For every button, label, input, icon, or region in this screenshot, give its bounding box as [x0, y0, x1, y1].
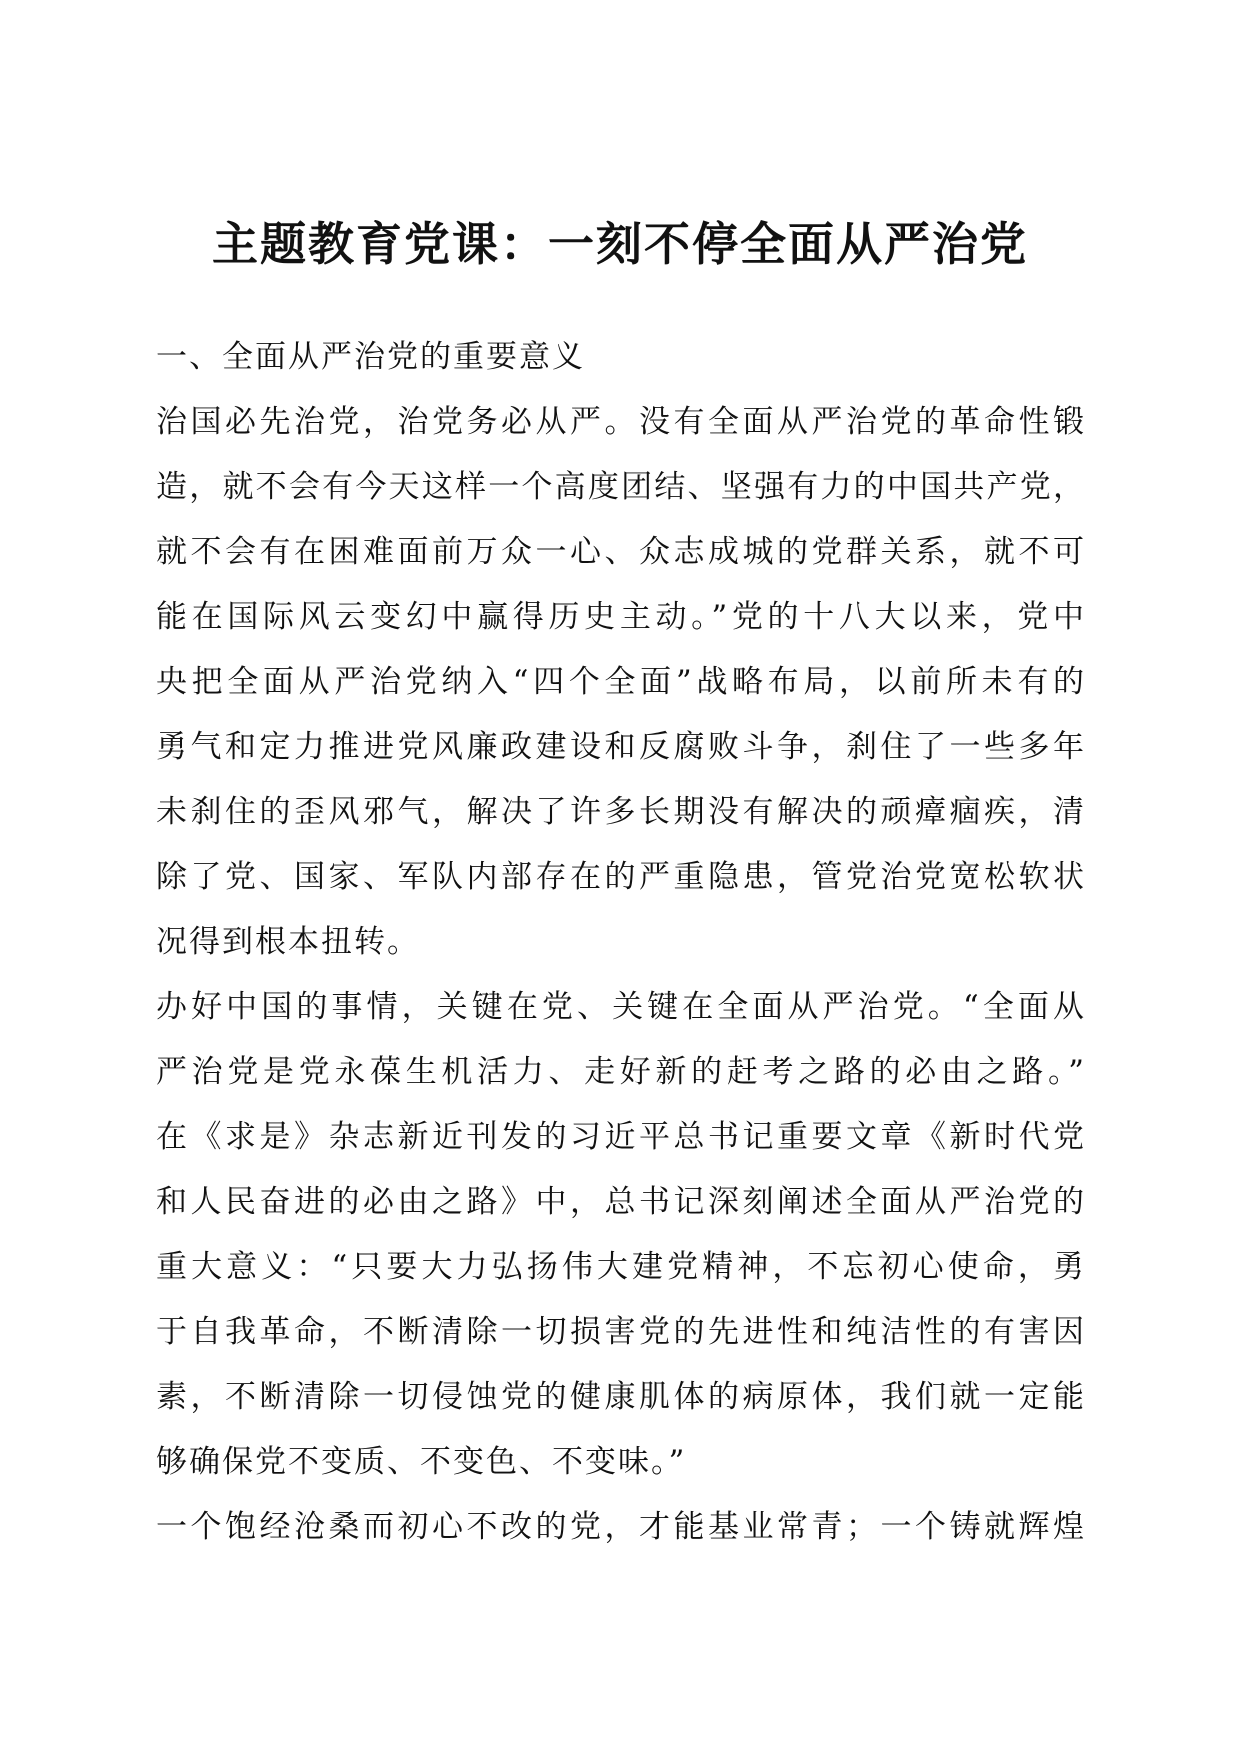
paragraph-line: 央把全面从严治党纳入“四个全面”战略布局，以前所未有的	[156, 664, 1084, 700]
paragraph-line: 能在国际风云变幻中赢得历史主动。”党的十八大以来，党中	[156, 599, 1084, 635]
paragraph-line: 素，不断清除一切侵蚀党的健康肌体的病原体，我们就一定能	[156, 1379, 1084, 1415]
paragraph-line: 就不会有在困难面前万众一心、众志成城的党群关系，就不可	[156, 534, 1084, 570]
paragraph-line: 况得到根本扭转。	[156, 924, 420, 960]
paragraph-2	[156, 975, 1084, 1495]
paragraph-line: 未刹住的歪风邪气，解决了许多长期没有解决的顽瘴痼疾，清	[156, 794, 1084, 830]
paragraph-line: 严治党是党永葆生机活力、走好新的赶考之路的必由之路。”	[156, 1054, 1084, 1090]
paragraph-line: 于自我革命，不断清除一切损害党的先进性和纯洁性的有害因	[156, 1314, 1084, 1350]
paragraph-line: 造，就不会有今天这样一个高度团结、坚强有力的中国共产党，	[156, 469, 1084, 505]
paragraph-line: 办好中国的事情，关键在党、关键在全面从严治党。“全面从	[156, 989, 1084, 1025]
document-title: 主题教育党课：一刻不停全面从严治党	[212, 217, 1028, 271]
paragraph-line: 够确保党不变质、不变色、不变味。”	[156, 1444, 687, 1480]
paragraph-line: 一个饱经沧桑而初心不改的党，才能基业常青；一个铸就辉煌	[156, 1509, 1084, 1545]
paragraph-line: 治国必先治党，治党务必从严。没有全面从严治党的革命性锻	[156, 404, 1084, 440]
paragraph-1	[156, 390, 1084, 975]
paragraph-line: 和人民奋进的必由之路》中，总书记深刻阐述全面从严治党的	[156, 1184, 1084, 1220]
paragraph-line: 在《求是》杂志新近刊发的习近平总书记重要文章《新时代党	[156, 1119, 1084, 1155]
paragraph-3	[156, 1495, 1084, 1560]
paragraph-line: 勇气和定力推进党风廉政建设和反腐败斗争，刹住了一些多年	[156, 729, 1084, 765]
section-heading: 一、全面从严治党的重要意义	[156, 339, 585, 375]
paragraph-line: 除了党、国家、军队内部存在的严重隐患，管党治党宽松软状	[156, 859, 1084, 895]
document-body	[156, 325, 1084, 1560]
paragraph-line: 重大意义：“只要大力弘扬伟大建党精神，不忘初心使命，勇	[156, 1249, 1084, 1285]
